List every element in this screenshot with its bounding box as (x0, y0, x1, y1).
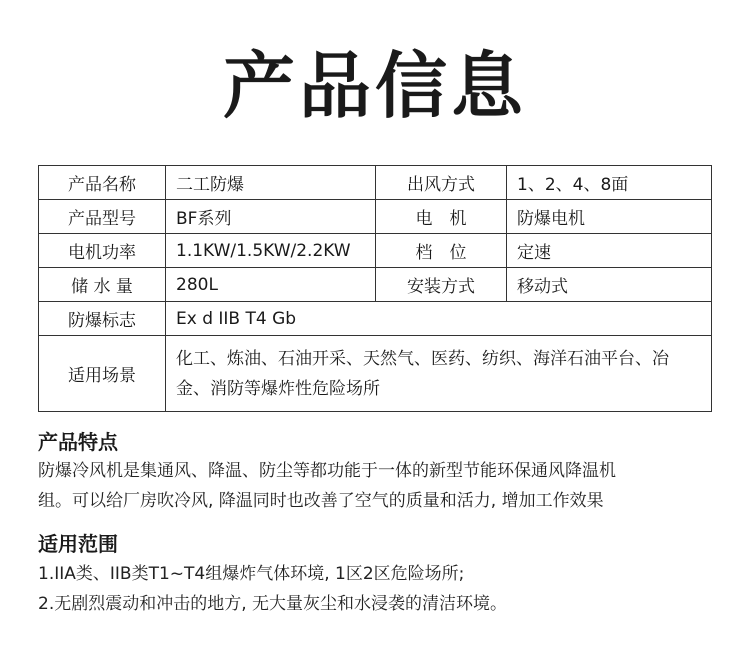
spec-key: 产品型号 (39, 200, 166, 234)
applicable-text (38, 559, 718, 619)
spec-value: 280L (166, 268, 376, 302)
scenarios-value: 化工、炼油、石油开采、天然气、医药、纺织、海洋石油平台、冶金、消防等爆炸性危险场所 (166, 336, 712, 412)
spec-key: 储 水 量 (39, 268, 166, 302)
spec-value: BF系列 (166, 200, 376, 234)
spec-key: 产品名称 (39, 166, 166, 200)
features-heading: 产品特点 (38, 430, 118, 454)
applicable-heading: 适用范围 (38, 532, 118, 556)
applicable-line: 2.无剧烈震动和冲击的地方, 无大量灰尘和水浸袭的清洁环境。 (38, 594, 508, 614)
spec-value: 移动式 (507, 268, 712, 302)
spec-table (38, 165, 712, 412)
spec-value: 1、2、4、8面 (507, 166, 712, 200)
spec-key: 出风方式 (376, 166, 507, 200)
spec-key: 适用场景 (39, 336, 166, 412)
table-row (39, 200, 712, 234)
table-row (39, 234, 712, 268)
features-text (38, 456, 718, 516)
table-row (39, 302, 712, 336)
explosion-mark-value: Ex d IIB T4 Gb (166, 302, 712, 336)
table-row (39, 268, 712, 302)
spec-key: 电 机 (376, 200, 507, 234)
spec-key: 档 位 (376, 234, 507, 268)
applicable-line: 1.IIA类、IIB类T1~T4组爆炸气体环境, 1区2区危险场所; (38, 564, 465, 584)
spec-value: 定速 (507, 234, 712, 268)
spec-value: 1.1KW/1.5KW/2.2KW (166, 234, 376, 268)
spec-key: 防爆标志 (39, 302, 166, 336)
spec-value: 防爆电机 (507, 200, 712, 234)
features-line: 组。可以给厂房吹冷风, 降温同时也改善了空气的质量和活力, 增加工作效果 (38, 491, 604, 511)
page-title: 产品信息 (222, 44, 527, 128)
features-line: 防爆冷风机是集通风、降温、防尘等都功能于一体的新型节能环保通风降温机 (38, 461, 616, 481)
spec-key: 电机功率 (39, 234, 166, 268)
table-row (39, 336, 712, 412)
table-row (39, 166, 712, 200)
spec-value: 二工防爆 (166, 166, 376, 200)
spec-key: 安装方式 (376, 268, 507, 302)
